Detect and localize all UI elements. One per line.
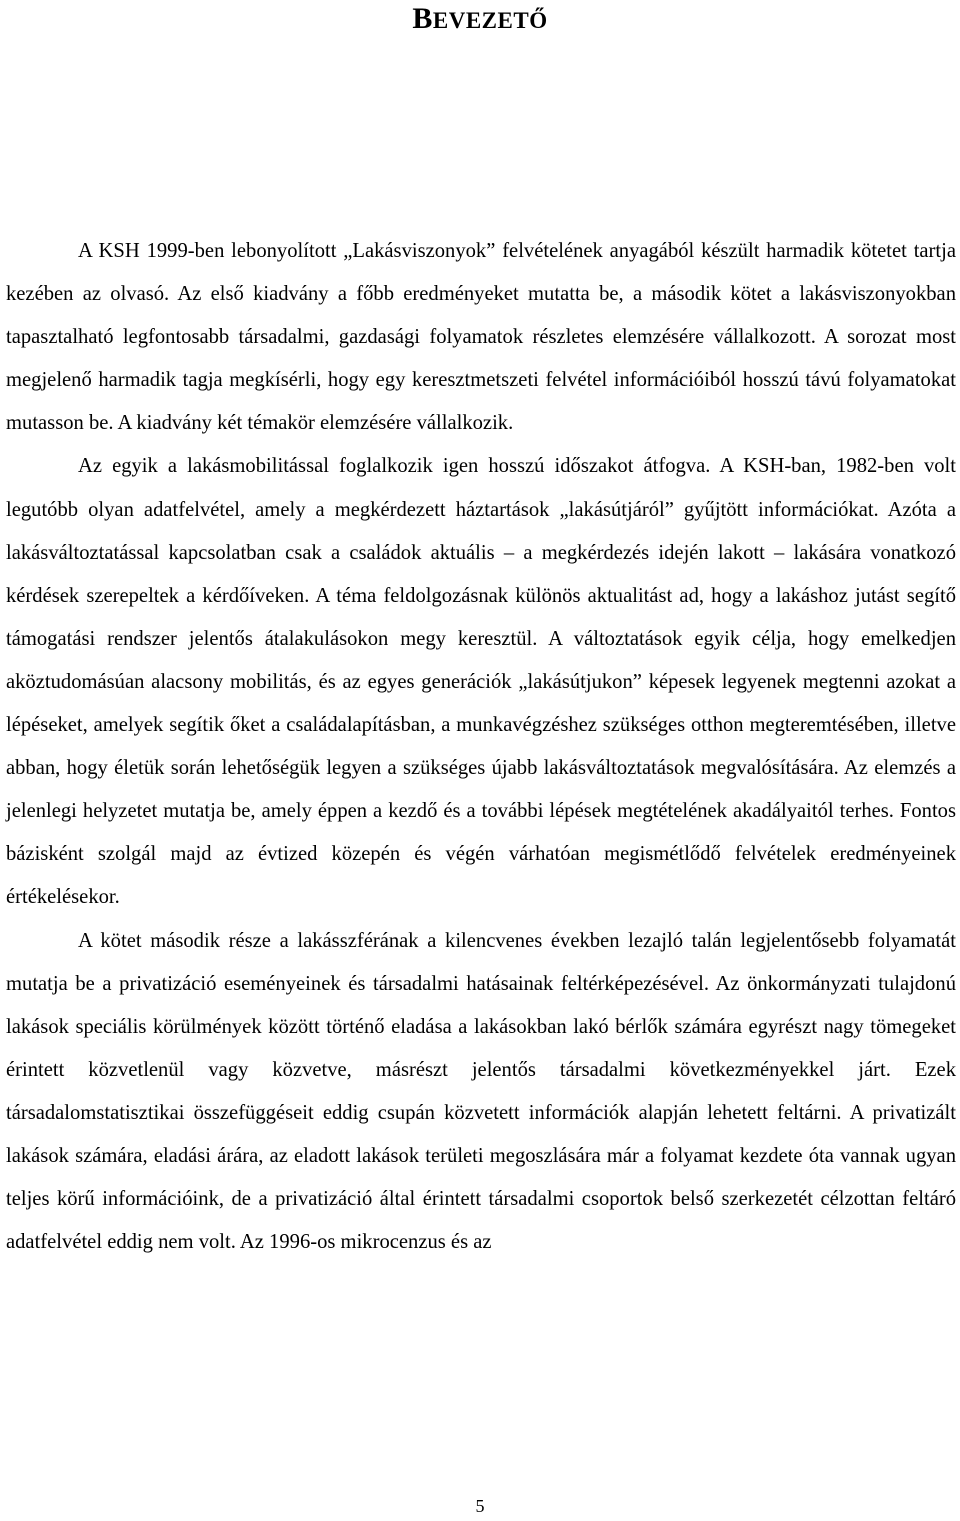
page-title <box>0 2 960 36</box>
page-number: 5 <box>475 1496 485 1516</box>
paragraph-mobility: Az egyik a lakásmobilitással foglalkozik igen hosszú időszakot átfogva. A KSH-ban, 1982-ben volt legutóbb olyan adatfelvétel, amely a megkérdezett háztartások „lakásútjáról” gyűjtött információkat. Azóta a lakásváltoztatással kapcsolatban csak a családok aktuális – a megkérdezés idején lakott – lakására vonatkozó kérdések szerepeltek a kérdőíveken. A téma feldolgozásnak különös aktualitást ad, hogy a lakáshoz jutást segítő támogatási rendszer jelentős átalakulásokon megy keresztül. A változtatások egyik célja, hogy emelkedjen aköztudomásúan alacsony mobilitás, és az egyes generációk „lakásútjukon” képesek legyenek megtenni azokat a lépéseket, amelyek segítik őket a családalapításban, a munkavégzéshez szükséges otthon megteremtésében, illetve abban, hogy életük során lehetőségük legyen a szükséges újabb lakásváltoztatások megvalósítására. Az elemzés a jelenlegi helyzetet mutatja be, amely éppen a kezdő és a további lépések megtételének akadályaitól terhes. Fontos bázisként szolgál majd az évtized közepén és végén várhatóan megismétlődő felvételek eredményeinek értékelésekor. <box>6 455 956 909</box>
body-text <box>6 230 956 1264</box>
paragraph-intro: A KSH 1999-ben lebonyolított „Lakásviszonyok” felvételének anyagából készült harmadik kötetet tartja kezében az olvasó. Az első kiadvány a főbb eredményeket mutatta be, a második kötet a lakásviszonyokban tapasztalható legfontosabb társadalmi, gazdasági folyamatok részletes elemzésére vállalkozott. A sorozat most megjelenő harmadik tagja megkísérli, hogy egy keresztmetszeti felvétel információiból hosszú távú folyamatokat mutasson be. A kiadvány két témakör elemzésére vállalkozik. <box>6 240 956 435</box>
title-rest: EVEZETŐ <box>432 8 548 33</box>
title-initial: B <box>412 2 433 35</box>
paragraph-privatization: A kötet második része a lakásszférának a kilencvenes években lezajló talán legjelentősebb folyamatát mutatja be a privatizáció eseményeinek és társadalmi hatásainak feltérképezésével. Az önkormányzati tulajdonú lakások speciális körülmények között történő eladása a lakásokban lakó bérlők számára egyrészt nagy tömegeket érintett közvetlenül vagy közvetve, másrészt jelentős társadalmi következményekkel járt. Ezek társadalomstatisztikai összefüggéseit eddig csupán közvetett információk alapján lehetett feltárni. A privatizált lakások számára, eladási árára, az eladott lakások területi megoszlására már a folyamat kezdete óta vannak ugyan teljes körű információink, de a privatizáció által érintett társadalmi csoportok belső szerkezetét célzottan feltáró adatfelvétel eddig nem volt. Az 1996-os mikrocenzus és az <box>6 929 956 1254</box>
